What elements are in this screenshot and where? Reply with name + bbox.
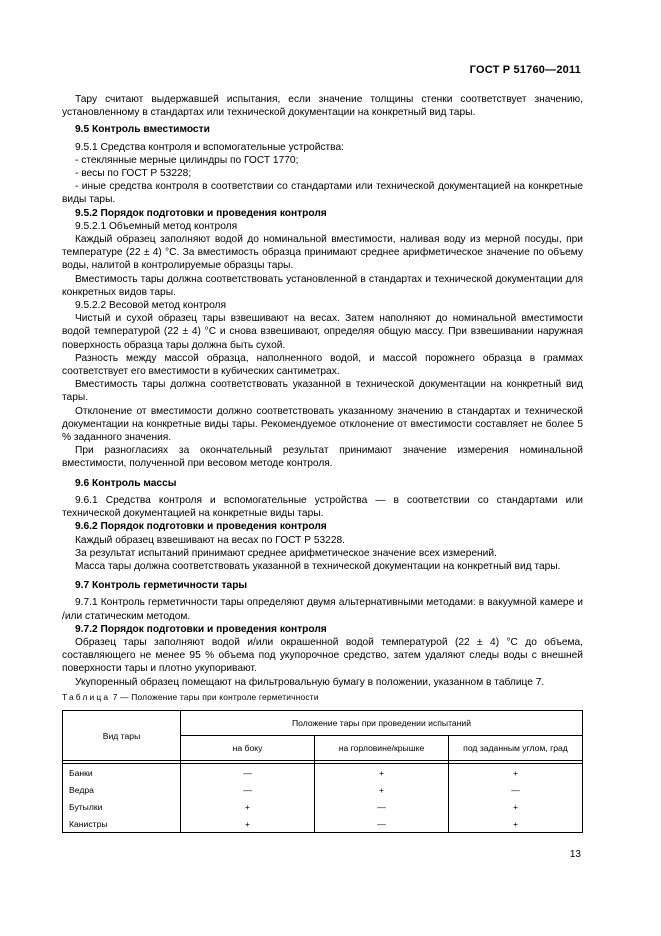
paragraph: Вместимость тары должна соответствовать указанной в технической документации на конкретный вид тары. [62, 379, 583, 404]
row-label: Канистры [63, 815, 181, 833]
table-7 [62, 710, 583, 833]
paragraph: Вместимость тары должна соответствовать установленной в стандартах и технической документации для конкретных видов тары. [62, 273, 583, 298]
document-body [62, 93, 583, 689]
standard-header: ГОСТ Р 51760—2011 [469, 64, 581, 76]
table-cell: + [315, 781, 449, 798]
table-cell: — [181, 764, 315, 782]
row-label: Банки [63, 764, 181, 782]
column-header: на горловине/крышке [315, 736, 449, 761]
table-cell: + [181, 798, 315, 815]
paragraph: Укупоренный образец помещают на фильтровальную бумагу в положении, указанном в таблице 7. [75, 676, 545, 688]
section-heading-9-6-2: 9.6.2 Порядок подготовки и проведения контроля [75, 521, 327, 533]
section-heading-9-5: 9.5 Контроль вместимости [75, 124, 210, 136]
row-label: Ведра [63, 781, 181, 798]
subsection-title: 9.5.2.1 Объемный метод контроля [75, 220, 238, 232]
table-caption-word: Таблица [62, 692, 111, 702]
row-label: Бутылки [63, 798, 181, 815]
table-row [63, 815, 583, 833]
table-row [63, 798, 583, 815]
table-cell: — [315, 798, 449, 815]
table-row [63, 764, 583, 782]
table-cell: + [315, 764, 449, 782]
paragraph: Чистый и сухой образец тары взвешивают на весах. Затем наполняют до номинальной вместимости водой температурой (22 ± 4) °С и снова взвешивают, определяя общую массу. При взвешивании наружная поверхность образца тары должна быть сухой. [62, 313, 583, 351]
table-cell: + [181, 815, 315, 833]
page-number: 13 [569, 849, 581, 860]
paragraph: Образец тары заполняют водой и/или окрашенной водой температурой (22 ± 4) °С до объема, составляющего не менее 95 % объема под укупорочное средство, затем удаляют следы воды с внешней поверхности тары и плотно укупоривают. [62, 636, 583, 675]
column-header: на боку [181, 736, 315, 761]
table-cell: + [449, 815, 583, 833]
table-cell: — [449, 781, 583, 798]
section-heading-9-7-2: 9.7.2 Порядок подготовки и проведения контроля [75, 623, 327, 635]
paragraph: Каждый образец заполняют водой до номинальной вместимости, наливая воду из мерной посуды, при температуре (22 ± 4) °С. За вместимость образца принимают среднее арифметическое значение по объему воды, налитой в контролируемые образцы тары. [62, 234, 583, 272]
table-caption [62, 692, 319, 702]
list-item: - стеклянные мерные цилиндры по ГОСТ 1770; [75, 154, 299, 166]
section-heading-9-6: 9.6 Контроль массы [75, 477, 177, 489]
paragraph: 9.7.1 Контроль герметичности тары определяют двумя альтернативными методами: в вакуумной камере и /или статическим методом. [62, 597, 583, 622]
paragraph: Разность между массой образца, наполненного водой, и массой порожнего образца в граммах соответствует его вместимости в кубических сантиметрах. [62, 352, 583, 378]
table-cell: + [449, 764, 583, 782]
table-cell: — [181, 781, 315, 798]
section-heading-9-5-2: 9.5.2 Порядок подготовки и проведения контроля [75, 207, 327, 219]
table-row [63, 781, 583, 798]
table-caption-text: 7 — Положение тары при контроле герметичности [112, 692, 319, 702]
column-header-type: Вид тары [63, 711, 181, 761]
list-item: - иные средства контроля в соответствии со стандартами или технической документацией на конкретные виды тары. [62, 181, 583, 206]
column-group-header: Положение тары при проведении испытаний [181, 711, 583, 736]
column-header: под заданным углом, град [449, 736, 583, 761]
paragraph: 9.6.1 Средства контроля и вспомогательные устройства — в соответствии со стандартами или технической документацией на конкретные виды тары. [62, 494, 583, 520]
paragraph: 9.5.1 Средства контроля и вспомогательные устройства: [75, 141, 344, 153]
list-item: - весы по ГОСТ Р 53228; [75, 168, 192, 180]
paragraph: Отклонение от вместимости должно соответствовать указанному значению в стандартах и технической документации на конкретные виды тары. Рекомендуемое отклонение от вместимости составляет не более 5 % заданного значения. [62, 405, 583, 444]
paragraph: Каждый образец взвешивают на весах по ГОСТ Р 53228. [75, 534, 345, 546]
paragraph: За результат испытаний принимают среднее арифметическое значение всех измерений. [75, 547, 497, 559]
paragraph: При разногласиях за окончательный результат принимают значение измерения номинальной вместимости, полученной при весовом методе контроля. [62, 445, 583, 470]
subsection-title: 9.5.2.2 Весовой метод контроля [75, 300, 227, 312]
table-cell: + [449, 798, 583, 815]
paragraph: Масса тары должна соответствовать указанной в технической документации на конкретный вид тары. [75, 560, 561, 572]
section-heading-9-7: 9.7 Контроль герметичности тары [75, 580, 248, 592]
paragraph: Тару считают выдержавшей испытания, если значение толщины стенки соответствует значению, установленному в стандартах или технической документации на конкретный вид тары. [62, 94, 583, 119]
table-cell: — [315, 815, 449, 833]
